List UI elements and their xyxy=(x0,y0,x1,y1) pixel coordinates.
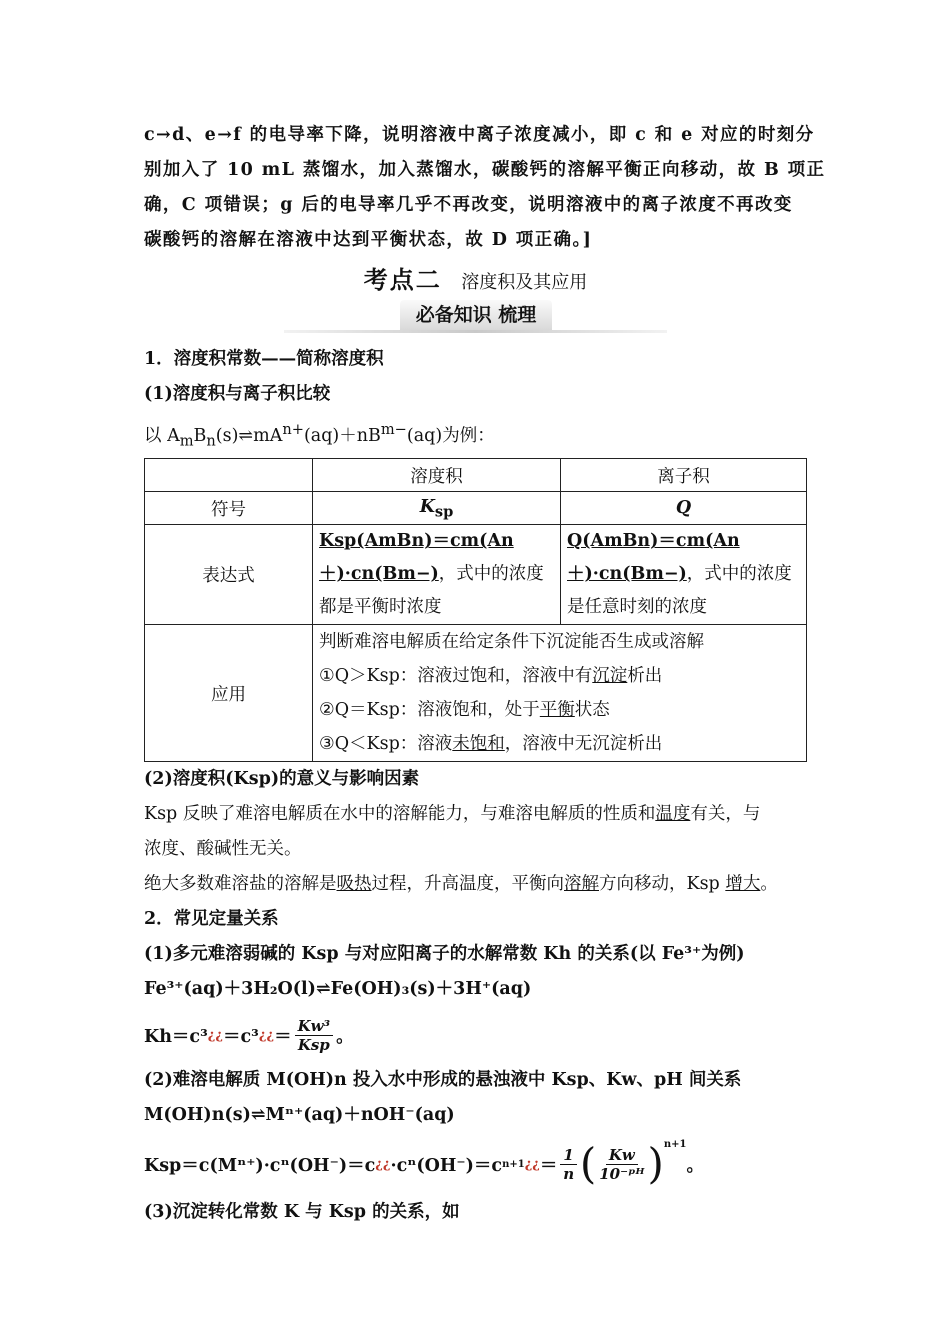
table-row xyxy=(145,492,807,525)
paragraph-line: 浓度、酸碱性无关。 xyxy=(144,839,302,860)
application-line: ②Q＝Ksp：溶液饱和，处于平衡状态 xyxy=(319,700,610,721)
subheading-2-1: (1)多元难溶弱碱的 Ksp 与对应阳离子的水解常数 Kh 的关系(以 Fe³⁺为例) xyxy=(144,944,745,965)
garbled-glyph: ¿¿ xyxy=(524,1156,540,1172)
subheading-2-2: (2)难溶电解质 M(OH)n 投入水中形成的悬浊液中 Ksp、Kw、pH 间关系 xyxy=(144,1070,742,1091)
heading-2: 2．常见定量关系 xyxy=(144,909,279,930)
subheading-2-3: (3)沉淀转化常数 K 与 Ksp 的关系，如 xyxy=(144,1202,460,1223)
table-cell xyxy=(313,625,807,762)
application-line: ③Q＜Ksp：溶液未饱和，溶液中无沉淀析出 xyxy=(319,734,663,755)
table-row xyxy=(145,625,807,762)
paren-left: ( xyxy=(579,1139,597,1189)
section-title-main: 考点二 xyxy=(363,265,442,294)
document-page xyxy=(144,118,826,1230)
formula-kh: Kh＝c³ ¿¿ ＝c³ ¿¿ ＝ $\frac{\text{Kw³}}{\text{Ksp}}$ 。 xyxy=(144,1016,354,1054)
table-cell: Q xyxy=(561,492,807,525)
fraction: $\frac{\text{Kw³}}{\text{Ksp}}$ xyxy=(295,1017,334,1054)
intro-paragraph xyxy=(144,118,826,258)
comparison-table xyxy=(144,458,807,762)
intro-line: 碳酸钙的溶解在溶液中达到平衡状态，故 D 项正确。] xyxy=(144,230,593,250)
heading-1: 1．溶度积常数——简称溶度积 xyxy=(144,349,384,369)
table-cell: Ksp(AmBn)＝cm(An＋)·cn(Bm−)，式中的浓度都是平衡时浓度 xyxy=(313,525,561,625)
equation-1: Fe³⁺(aq)＋3H₂O(l)⇌Fe(OH)₃(s)＋3H⁺(aq) xyxy=(144,979,532,1000)
knowledge-banner xyxy=(144,300,807,342)
fraction: $\frac{Kw}{\text{10⁻ᵖᴴ}}$ xyxy=(599,1145,645,1183)
banner-divider xyxy=(284,330,667,333)
fraction: $\frac{1}{n}$ xyxy=(560,1146,576,1183)
garbled-glyph: ¿¿ xyxy=(375,1156,391,1172)
table-cell: Q(AmBn)＝cm(An＋)·cn(Bm−)，式中的浓度是任意时刻的浓度 xyxy=(561,525,807,625)
garbled-glyph: ¿¿ xyxy=(207,1027,223,1043)
formula-ksp: Ksp＝c(Mⁿ⁺)·cⁿ(OH⁻)＝c ¿¿ ·cⁿ(OH⁻)＝c n+1 ¿¿ ＝ $\frac{1}{n}$ ( $\frac{Kw}{\text{10⁻ᵖᴴ}}$ ) $^{n+1}$ 。 xyxy=(144,1139,704,1189)
table-row xyxy=(145,459,807,492)
table-label-application: 应用 xyxy=(145,625,313,762)
paragraph-line: 绝大多数难溶盐的溶解是吸热过程，升高温度，平衡向溶解方向移动，Ksp 增大。 xyxy=(144,874,778,895)
table-label-symbol: 符号 xyxy=(145,492,313,525)
table-cell: $K_{sp}$ xyxy=(313,492,561,525)
banner-label: 必备知识 梳理 xyxy=(400,300,552,330)
example-formula: 以 $A_mB_n(s)\rightleftharpoons mA^{n+}(aq)+nB^{m-}(aq)$为例： xyxy=(144,421,495,450)
subheading-1-2: (2)溶度积(Ksp)的意义与影响因素 xyxy=(144,769,420,790)
table-header-q: 离子积 xyxy=(561,459,807,492)
table-label-expression: 表达式 xyxy=(145,525,313,625)
table-row xyxy=(145,525,807,625)
section-title xyxy=(144,260,807,300)
application-line: ①Q＞Ksp：溶液过饱和，溶液中有沉淀析出 xyxy=(319,666,663,687)
paragraph-line: Ksp 反映了难溶电解质在水中的溶解能力，与难溶电解质的性质和温度有关，与 xyxy=(144,804,761,825)
application-line: 判断难溶电解质在给定条件下沉淀能否生成或溶解 xyxy=(319,632,704,653)
subheading-1-1: (1)溶度积与离子积比较 xyxy=(144,384,331,404)
intro-line: 确，C 项错误；g 后的电导率几乎不再改变，说明溶液中的离子浓度不再改变 xyxy=(144,195,793,215)
paren-right: ) xyxy=(647,1139,664,1189)
intro-line: c→d、e→f 的电导率下降，说明溶液中离子浓度减小，即 c 和 e 对应的时刻分 xyxy=(144,125,815,145)
table-header-ksp: 溶度积 xyxy=(313,459,561,492)
section-title-sub: 溶度积及其应用 xyxy=(461,272,588,293)
garbled-glyph: ¿¿ xyxy=(258,1027,275,1043)
intro-line: 别加入了 10 mL 蒸馏水，加入蒸馏水，碳酸钙的溶解平衡正向移动，故 B 项正 xyxy=(144,160,826,180)
equation-2: M(OH)n(s)⇌Mⁿ⁺(aq)＋nOH⁻(aq) xyxy=(144,1105,455,1126)
table-cell xyxy=(145,459,313,492)
